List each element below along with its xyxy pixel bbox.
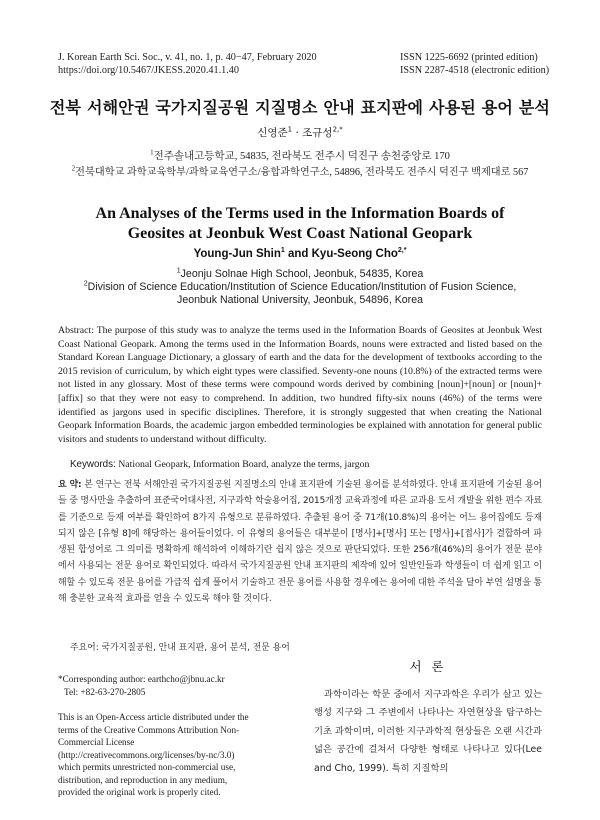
journal-citation: J. Korean Earth Sci. Soc., v. 41, no. 1, p. 40−47, February 2020 bbox=[58, 52, 317, 63]
english-affil-1-text: Jeonju Solnae High School, Jeonbuk, 54835, Korea bbox=[180, 268, 424, 280]
korean-author-2: 조규성 bbox=[302, 127, 333, 139]
english-affil-1-sup: 1 bbox=[176, 267, 181, 275]
abstract-label: Abstract: bbox=[58, 325, 94, 336]
english-author-2-sup: 2,* bbox=[397, 247, 407, 255]
issn-electronic: ISSN 2287-4518 (electronic edition) bbox=[400, 65, 550, 76]
korean-title: 전북 서해안권 국가지질공원 지질명소 안내 표지판에 사용된 용어 분석 bbox=[49, 98, 551, 117]
section-heading-introduction: 서 론 bbox=[409, 659, 447, 674]
english-author-1: Young-Jun Shin bbox=[193, 248, 281, 260]
affil-1-sup: 1 bbox=[150, 148, 154, 157]
issn-print: ISSN 1225-6692 (printed edition) bbox=[400, 52, 538, 63]
abstract-text: The purpose of this study was to analyze the terms used in the Information Boards of Geosites at Jeonbuk West Coast National Geopark. Among the terms used in the Information Boards, nouns were extracted and listed based on the Standard Korean Language Dictionary, a glossary of earth and the data for the development of textbooks according to the 2015 revision of curriculum, by which eight types were classified. Seventy-one nouns (10.8%) of the extracted terms were not listed in any glossary. Most of these terms were compound words derived by combining [noun]+[noun] or [noun]+[affix] so that they were not easy to comprehend. In addition, two hundred fifty-six nouns (46%) of the terms were identified as jargons used in specific disciplines. Therefore, it is strongly suggested that when creating the National Geopark Information Boards, the academic jargon embedded terminologies be explained with annotation for general public visitors and students to understand without difficulty. bbox=[58, 325, 542, 445]
english-affiliation-1 bbox=[0, 268, 600, 281]
korean-abstract bbox=[58, 477, 542, 607]
author-1-sup: 1 bbox=[287, 125, 293, 134]
keywords-label: Keywords: bbox=[70, 459, 116, 470]
corresponding-email: *Corresponding author: earthcho@jbnu.ac.kr bbox=[58, 674, 225, 684]
korean-affiliation-2 bbox=[0, 163, 600, 178]
keywords-text: National Geopark, Information Board, analyze the terms, jargon bbox=[115, 459, 370, 470]
english-affiliation-2 bbox=[0, 281, 600, 307]
korean-authors bbox=[0, 125, 600, 140]
english-affil-2-sup: 2 bbox=[83, 280, 88, 288]
english-affil-2-line-1: Division of Science Education/Institution of Science Education/Institution of Fusion Science, bbox=[87, 281, 517, 293]
english-author-2: Kyu-Seong Cho bbox=[311, 248, 398, 260]
korean-keywords bbox=[70, 640, 542, 653]
corresponding-tel: Tel: +82-63-270-2805 bbox=[64, 686, 146, 697]
corresponding-author bbox=[58, 673, 258, 698]
english-title-line-1: An Analyses of the Terms used in the Information Boards of bbox=[95, 205, 505, 222]
introduction-text: 과학이라는 학문 중에서 지구과학은 우리가 살고 있는 행성 지구와 그 주변에서 나타나는 자연현상을 탐구하는 기초 과학이며, 이러한 지구과학적 현상들은 오랜 시간과 넓은 공간에 걸쳐서 다양한 형태로 나타나고 있다(Lee and Cho, 1999). 특히 지질학의 bbox=[314, 689, 542, 774]
english-title bbox=[0, 204, 600, 244]
affil-2-sup: 2 bbox=[71, 164, 76, 173]
korean-affil-1-text: 전주솔내고등학교, 54835, 전라북도 전주시 덕진구 송천중앙로 170 bbox=[153, 151, 450, 162]
english-affil-2-line-2: Jeonbuk National University, Jeonbuk, 54896, Korea bbox=[177, 294, 423, 306]
doi-link[interactable]: https://doi.org/10.5467/JKESS.2020.41.1.40 bbox=[58, 65, 239, 76]
korean-abstract-label: 요 약: bbox=[58, 480, 82, 490]
license-note: This is an Open-Access article distributed under the terms of the Creative Commons Attribution Non-Commercial License (http://creativecommons.org/licenses/by-nc/3.0) which permits unrestricted non-commercial use, distribution, and reproduction in any medium, provided the original work is properly cited. bbox=[58, 712, 249, 797]
korean-author-1: 신영준 bbox=[257, 127, 288, 139]
english-authors bbox=[0, 248, 600, 260]
korean-affil-2-text: 전북대학교 과학교육학부/과학교육연구소/융합과학연구소, 54896, 전라북도 전주시 덕진구 백제대로 567 bbox=[75, 167, 529, 178]
korean-keywords-label: 주요어: bbox=[70, 643, 99, 653]
english-abstract bbox=[58, 324, 542, 446]
english-author-join: and bbox=[284, 248, 312, 260]
korean-affiliation-1 bbox=[0, 148, 600, 163]
english-keywords bbox=[70, 458, 542, 471]
korean-abstract-text: 본 연구는 전북 서해안권 국가지질공원 지질명소의 안내 표지판에 기술된 용어를 분석하였다. 안내 표지판에 기술된 용어들 중 명사만을 추출하여 표준국어대사전, 지구과학 학술용어집, 2015개정 교육과정에 따른 교과용 도서 개발을 위한 편수 자료를 기준으로 등재 여부를 확인하여 8가지 유형으로 분류하였다. 추출된 용어 중 71개(10.8%)의 용어는 어느 용어집에도 등재되지 않은 [유형 8]에 해당하는 용어들이었다. 이 유형의 용어들은 대부분이 [명사]+[명사] 또는 [명사]+[접사]가 결합하여 파생된 합성어로 그 의미를 명확하게 해석하여 이해하기란 쉽지 않은 것으로 판단되었다. 또한 256개(46%)의 용어가 전문 분야에서 사용되는 전문 용어로 확인되었다. 따라서 국가지질공원 안내 표지판의 제작에 있어 일반인들과 학생들이 더 쉽게 읽고 이해할 수 있도록 전문 용어를 가급적 쉽게 풀어서 기술하고 전문 용어를 사용할 경우에는 용어에 대한 주석을 달아 부연 설명을 통해 충분한 교육적 효과를 얻을 수 있도록 해야 할 것이다. bbox=[58, 480, 542, 605]
english-title-line-2: Geosites at Jeonbuk West Coast National Geopark bbox=[127, 225, 473, 242]
english-author-1-sup: 1 bbox=[280, 247, 285, 255]
author-2-sup: 2,* bbox=[332, 125, 343, 134]
korean-keywords-text: 국가지질공원, 안내 표지판, 용어 분석, 전문 용어 bbox=[98, 643, 290, 653]
author-separator: · bbox=[292, 127, 303, 139]
